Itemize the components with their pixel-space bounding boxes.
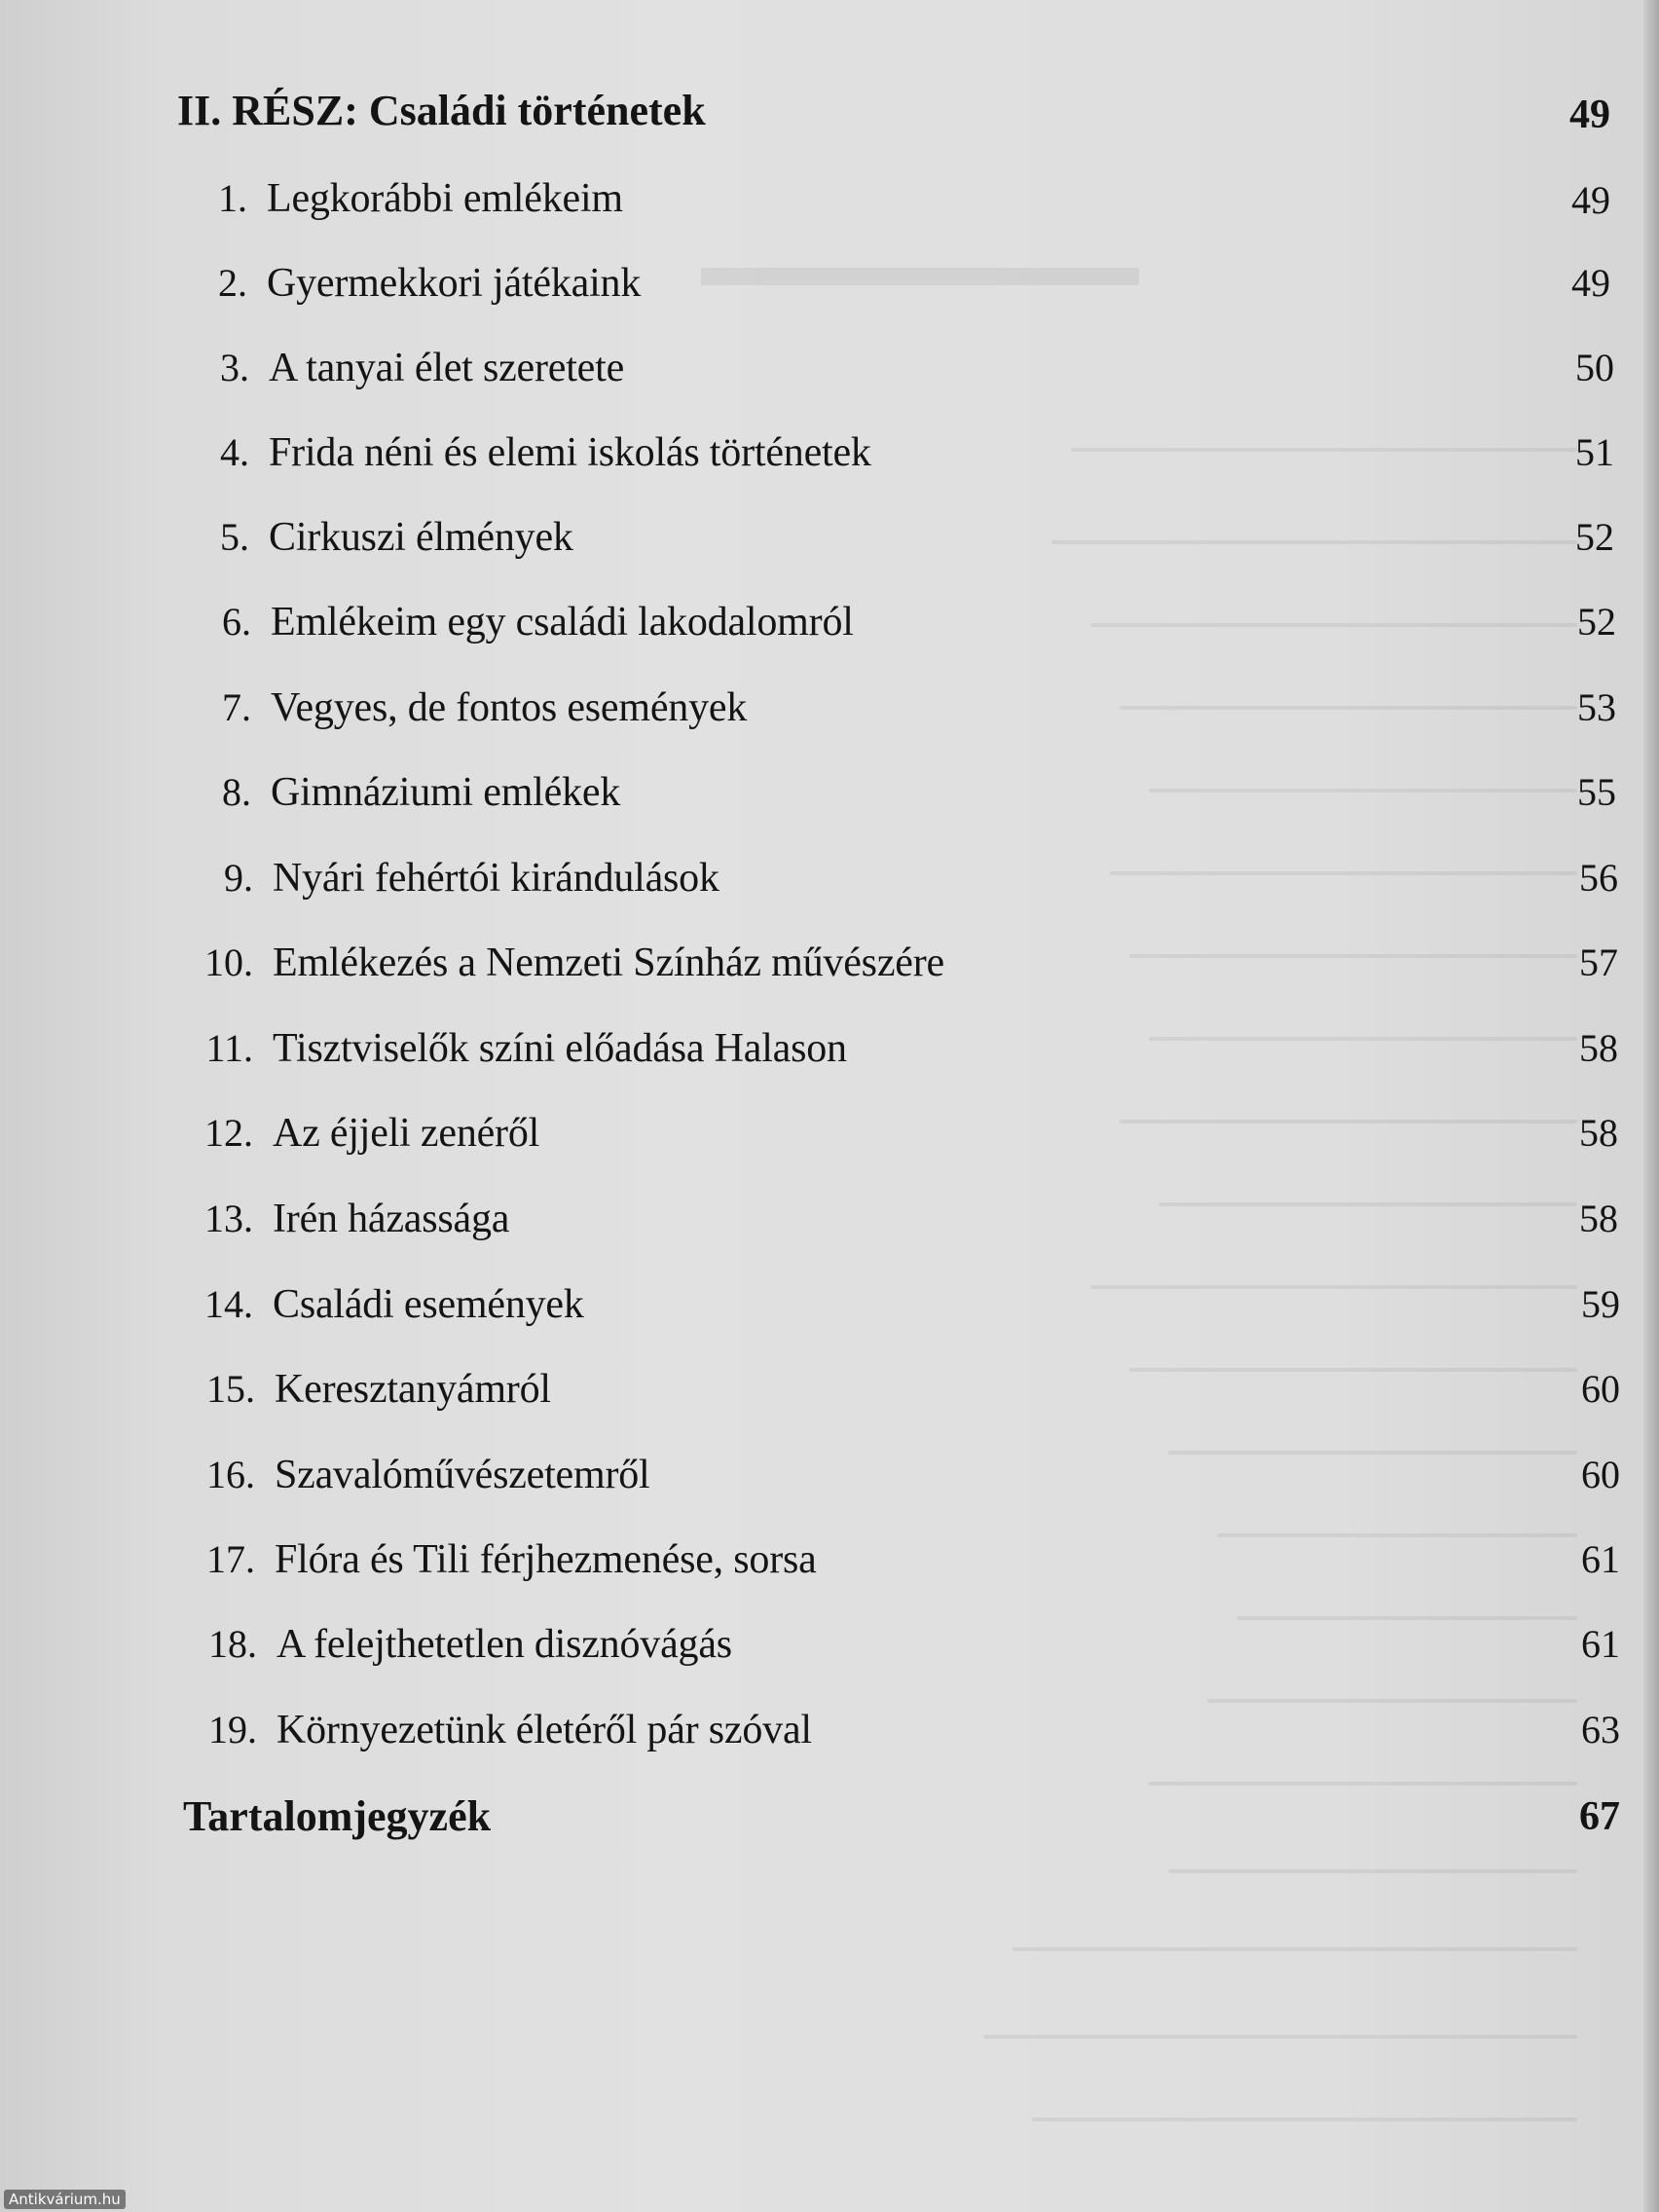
entry-page: 52 xyxy=(1577,600,1616,644)
entry-title: A tanyai élet szeretete xyxy=(269,346,625,390)
entry-title: A felejthetetlen disznóvágás xyxy=(276,1622,732,1667)
section-heading: II. RÉSZ: Családi történetek xyxy=(177,87,706,134)
entry-number: 17. xyxy=(206,1537,255,1581)
entry-number: 11. xyxy=(205,1026,253,1070)
entry-title: Tisztviselők színi előadása Halason xyxy=(273,1026,847,1071)
entry-title: Emlékezés a Nemzeti Színház művészére xyxy=(273,940,944,985)
entry-page: 63 xyxy=(1581,1708,1620,1751)
entry-page: 50 xyxy=(1575,346,1614,389)
entry-page: 55 xyxy=(1577,770,1616,814)
entry-page: 49 xyxy=(1571,261,1610,305)
toc-entry xyxy=(189,1025,847,1084)
entry-title: Családi események xyxy=(273,1282,584,1327)
entry-page: 51 xyxy=(1575,430,1614,474)
toc-entry xyxy=(185,429,871,488)
toc-entry xyxy=(189,1281,584,1340)
toc-entry xyxy=(185,345,624,403)
entry-number: 2. xyxy=(218,261,247,305)
entry-title: Nyári fehértói kirándulások xyxy=(273,856,719,901)
entry-page: 60 xyxy=(1581,1367,1620,1411)
entry-title: Gimnáziumi emlékek xyxy=(271,770,621,815)
entry-number: 4. xyxy=(220,430,249,474)
entry-page: 49 xyxy=(1571,178,1610,222)
entry-number: 16. xyxy=(206,1453,255,1496)
entry-number: 18. xyxy=(208,1622,257,1666)
toc-entry xyxy=(193,1707,812,1765)
toc-entry xyxy=(189,855,719,913)
entry-page: 60 xyxy=(1581,1453,1620,1496)
entry-number: 10. xyxy=(204,940,253,984)
toc-entry xyxy=(191,1366,551,1424)
entry-page: 61 xyxy=(1581,1537,1620,1581)
toc-entry xyxy=(191,1536,817,1595)
entry-number: 12. xyxy=(204,1111,253,1155)
entry-title: Frida néni és elemi iskolás történetek xyxy=(269,430,871,475)
entry-title: Emlékeim egy családi lakodalomról xyxy=(271,600,854,645)
entry-title: Legkorábbi emlékeim xyxy=(267,176,623,221)
entry-number: 13. xyxy=(204,1197,253,1240)
toc-entry xyxy=(187,684,747,743)
toc-entry xyxy=(185,514,573,572)
entry-page: 52 xyxy=(1575,515,1614,559)
entry-number: 15. xyxy=(206,1367,255,1411)
entry-title: Környezetünk életéről pár szóval xyxy=(276,1708,812,1752)
entry-title: Vegyes, de fontos események xyxy=(271,685,748,730)
toc-entry xyxy=(183,260,641,318)
entry-title: Gyermekkori játékaink xyxy=(267,261,642,306)
entry-page: 57 xyxy=(1579,940,1618,984)
entry-title: Cirkuszi élmények xyxy=(269,515,573,560)
entry-page: 61 xyxy=(1581,1622,1620,1666)
entry-page: 58 xyxy=(1579,1111,1618,1155)
entry-page: 58 xyxy=(1579,1197,1618,1240)
entry-number: 3. xyxy=(220,346,249,389)
entry-title: Flóra és Tili férjhezmenése, sorsa xyxy=(275,1537,817,1582)
toc-entry xyxy=(187,599,854,657)
toc-entry xyxy=(183,175,623,234)
toc-entry xyxy=(189,940,944,998)
toc-entry xyxy=(189,1196,509,1254)
toc-footer-page: 67 xyxy=(1579,1794,1620,1839)
entry-number: 1. xyxy=(218,176,247,220)
section-heading-page: 49 xyxy=(1569,92,1610,137)
entry-number: 19. xyxy=(208,1708,257,1751)
entry-number: 7. xyxy=(222,685,251,729)
entry-title: Az éjjeli zenéről xyxy=(273,1111,540,1156)
entry-number: 5. xyxy=(220,515,249,559)
toc-footer-entry xyxy=(183,1791,491,1850)
entry-title: Szavalóművészetemről xyxy=(275,1453,650,1497)
entry-title: Irén házassága xyxy=(273,1197,510,1241)
toc-heading xyxy=(177,86,706,144)
entry-number: 6. xyxy=(222,600,251,644)
entry-number: 8. xyxy=(222,770,251,814)
entry-page: 58 xyxy=(1579,1026,1618,1070)
toc-entry xyxy=(193,1621,732,1679)
entry-number: 9. xyxy=(224,856,253,900)
site-watermark: Antikvárium.hu xyxy=(4,2190,126,2209)
entry-page: 59 xyxy=(1581,1282,1620,1326)
toc-entry xyxy=(191,1452,650,1510)
toc-entry xyxy=(189,1110,539,1168)
entry-page: 56 xyxy=(1579,856,1618,900)
toc-entry xyxy=(187,769,620,828)
entry-title: Keresztanyámról xyxy=(275,1367,551,1412)
toc-footer-title: Tartalomjegyzék xyxy=(183,1792,492,1840)
entry-page: 53 xyxy=(1577,685,1616,729)
entry-number: 14. xyxy=(204,1282,253,1326)
